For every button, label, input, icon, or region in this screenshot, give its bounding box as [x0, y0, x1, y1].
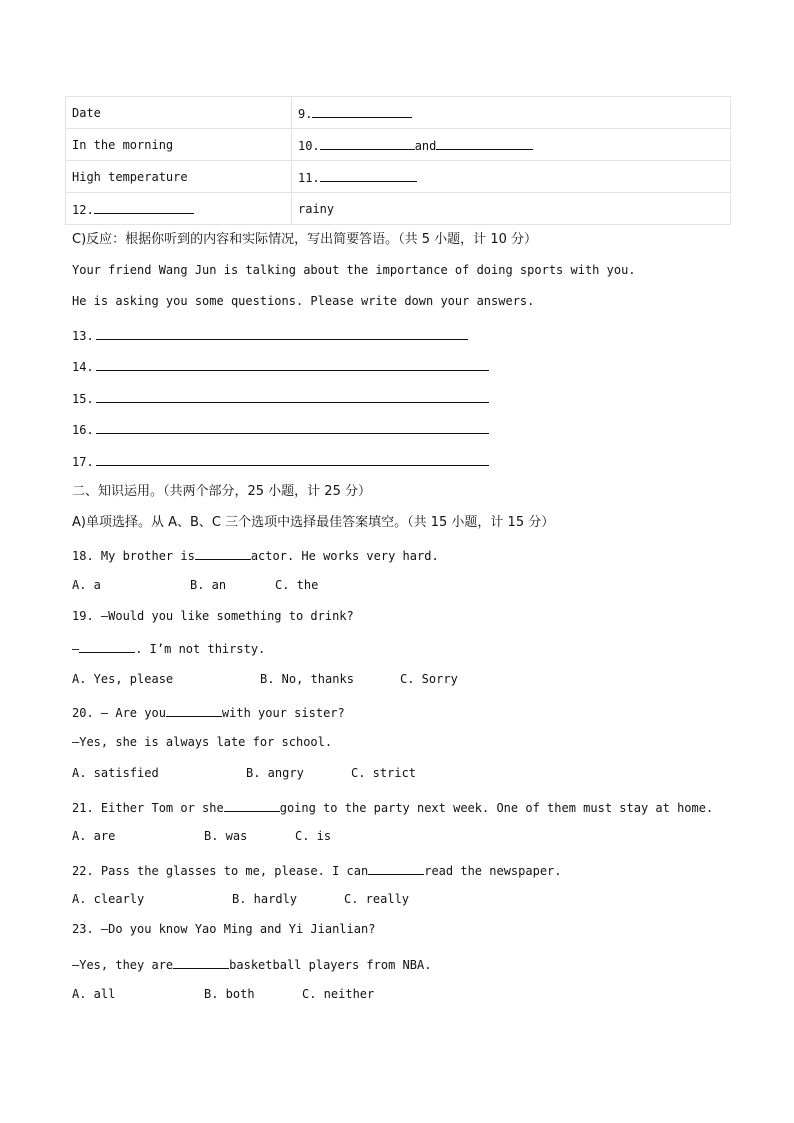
- option-b[interactable]: B. was: [204, 829, 248, 843]
- answer-blank-11[interactable]: [320, 168, 417, 182]
- question-23-stem-line-1: 23. —Do you know Yao Ming and Yi Jianlian?: [72, 922, 376, 936]
- question-18-stem: 18. My brother is actor. He works very hard.: [72, 546, 439, 563]
- question-19-stem-line-2: — . I’m not thirsty.: [72, 639, 265, 656]
- answer-blank-17[interactable]: [96, 452, 489, 466]
- table-cell: 10. and: [292, 129, 731, 161]
- listening-info-table: [65, 96, 731, 225]
- section-c-heading: C)反应：根据你听到的内容和实际情况，写出简要答语。（共 5 小题，计 10 分）: [72, 232, 537, 247]
- section-c-intro-1: Your friend Wang Jun is talking about the importance of doing sports with you.: [72, 263, 636, 277]
- option-a[interactable]: A. Yes, please: [72, 672, 174, 686]
- table-row: [66, 129, 731, 161]
- table-cell: Date: [66, 97, 292, 129]
- table-row: [66, 97, 731, 129]
- question-18-blank[interactable]: [195, 546, 251, 560]
- option-b[interactable]: B. an: [190, 578, 227, 592]
- answer-blank-13[interactable]: [96, 326, 468, 340]
- option-c[interactable]: C. the: [275, 578, 319, 592]
- answer-line-15: 15.: [72, 389, 489, 406]
- option-a[interactable]: A. are: [72, 829, 116, 843]
- option-b[interactable]: B. angry: [246, 766, 304, 780]
- option-a[interactable]: A. a: [72, 578, 101, 592]
- question-18-options: [72, 578, 318, 592]
- option-b[interactable]: B. both: [204, 987, 255, 1001]
- answer-line-16: 16.: [72, 420, 489, 437]
- table-cell: 12.: [66, 193, 292, 225]
- question-20-blank[interactable]: [166, 703, 222, 717]
- question-19-blank[interactable]: [79, 639, 135, 653]
- question-21-stem: 21. Either Tom or she going to the party next week. One of them must stay at home.: [72, 798, 713, 815]
- question-20-stem-line-2: —Yes, she is always late for school.: [72, 735, 333, 749]
- option-c[interactable]: C. is: [295, 829, 332, 843]
- option-c[interactable]: C. strict: [351, 766, 417, 780]
- table-row: [66, 161, 731, 193]
- option-a[interactable]: A. all: [72, 987, 116, 1001]
- answer-blank-15[interactable]: [96, 389, 489, 403]
- answer-blank-10a[interactable]: [320, 136, 415, 150]
- section-c-intro-2: He is asking you some questions. Please write down your answers.: [72, 294, 535, 308]
- question-23-blank[interactable]: [173, 955, 229, 969]
- question-21-options: [72, 829, 331, 843]
- option-c[interactable]: C. really: [344, 892, 410, 906]
- table-row: [66, 193, 731, 225]
- question-19-stem-line-1: 19. —Would you like something to drink?: [72, 609, 354, 623]
- answer-line-13: 13.: [72, 326, 468, 343]
- table-cell: 11.: [292, 161, 731, 193]
- question-22-blank[interactable]: [368, 861, 424, 875]
- question-23-stem-line-2: —Yes, they are basketball players from NBA.: [72, 955, 431, 972]
- answer-blank-14[interactable]: [96, 357, 489, 371]
- answer-line-14: 14.: [72, 357, 489, 374]
- question-22-stem: 22. Pass the glasses to me, please. I can read the newspaper.: [72, 861, 562, 878]
- option-c[interactable]: C. neither: [302, 987, 375, 1001]
- question-22-options: [72, 892, 409, 906]
- option-b[interactable]: B. No, thanks: [260, 672, 354, 686]
- answer-blank-10b[interactable]: [436, 136, 533, 150]
- part-2-heading: 二、知识运用。（共两个部分，25 小题，计 25 分）: [72, 484, 371, 499]
- answer-blank-16[interactable]: [96, 420, 489, 434]
- question-23-options: [72, 987, 374, 1001]
- option-b[interactable]: B. hardly: [232, 892, 298, 906]
- option-a[interactable]: A. satisfied: [72, 766, 159, 780]
- table-cell: rainy: [292, 193, 731, 225]
- answer-blank-12[interactable]: [94, 200, 194, 214]
- question-19-options: [72, 672, 458, 686]
- part-2-sub-heading: A)单项选择。从 A、B、C 三个选项中选择最佳答案填空。（共 15 小题，计 15 分）: [72, 515, 555, 530]
- table-cell: 9.: [292, 97, 731, 129]
- answer-line-17: 17.: [72, 452, 489, 469]
- table-cell: High temperature: [66, 161, 292, 193]
- answer-blank-9[interactable]: [312, 104, 412, 118]
- question-21-blank[interactable]: [224, 798, 280, 812]
- question-20-stem-line-1: 20. — Are you with your sister?: [72, 703, 345, 720]
- option-a[interactable]: A. clearly: [72, 892, 145, 906]
- option-c[interactable]: C. Sorry: [400, 672, 458, 686]
- question-20-options: [72, 766, 416, 780]
- table-cell: In the morning: [66, 129, 292, 161]
